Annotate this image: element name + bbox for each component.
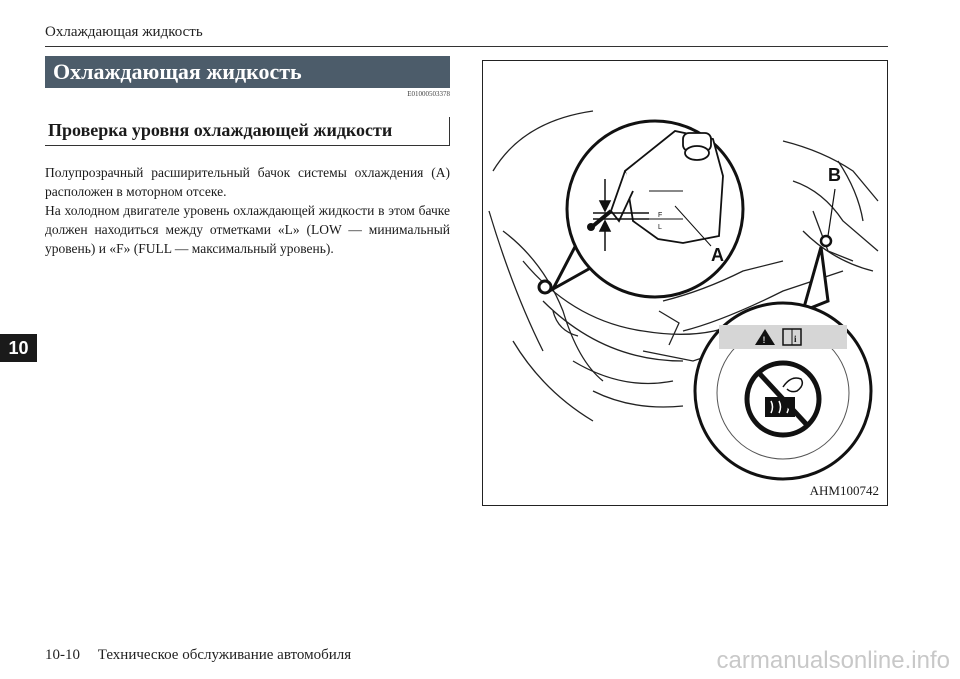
body-text xyxy=(45,163,450,258)
page-footer xyxy=(45,647,351,664)
mark-f-label: F xyxy=(658,212,663,219)
section-code: E01000503378 xyxy=(407,90,450,98)
header-rule xyxy=(45,46,888,47)
watermark-text: carmanualsonline.info xyxy=(716,647,950,674)
callout-a-label: A xyxy=(711,245,724,265)
mark-l-label: L xyxy=(658,224,662,231)
subsection-title: Проверка уровня охлаждающей жидкости xyxy=(45,117,450,146)
running-header: Охлаждающая жидкость xyxy=(45,24,203,40)
callout-b-label: B xyxy=(828,165,841,185)
reservoir-marker-icon xyxy=(821,236,831,246)
svg-text:!: ! xyxy=(762,335,766,345)
chapter-tab: 10 xyxy=(0,334,37,362)
engine-bay-figure xyxy=(482,60,888,506)
section-title: Охлаждающая жидкость xyxy=(45,56,450,88)
label-callout-pointer xyxy=(803,247,828,311)
callout-b-leader xyxy=(828,189,835,236)
svg-text:i: i xyxy=(794,334,797,344)
page-number: 10-10 xyxy=(45,647,80,663)
figure-code: AHM100742 xyxy=(809,483,879,498)
no-open-hot-cap-icon xyxy=(747,363,819,435)
chapter-title: Техническое обслуживание автомобиля xyxy=(97,647,352,663)
cap-left-icon xyxy=(539,281,551,293)
paragraph-tank-location: Полупрозрачный расширительный бачок системы охлаждения (A) расположен в моторном отсеке. xyxy=(45,165,450,199)
paragraph-level-check: На холодном двигателе уровень охлаждающей жидкости в этом бачке должен находиться между отметками «L» (LOW — минимальный уровень) и «F» (FULL — максимальный уровень). xyxy=(45,203,450,256)
engine-bay-illustration xyxy=(483,61,887,505)
